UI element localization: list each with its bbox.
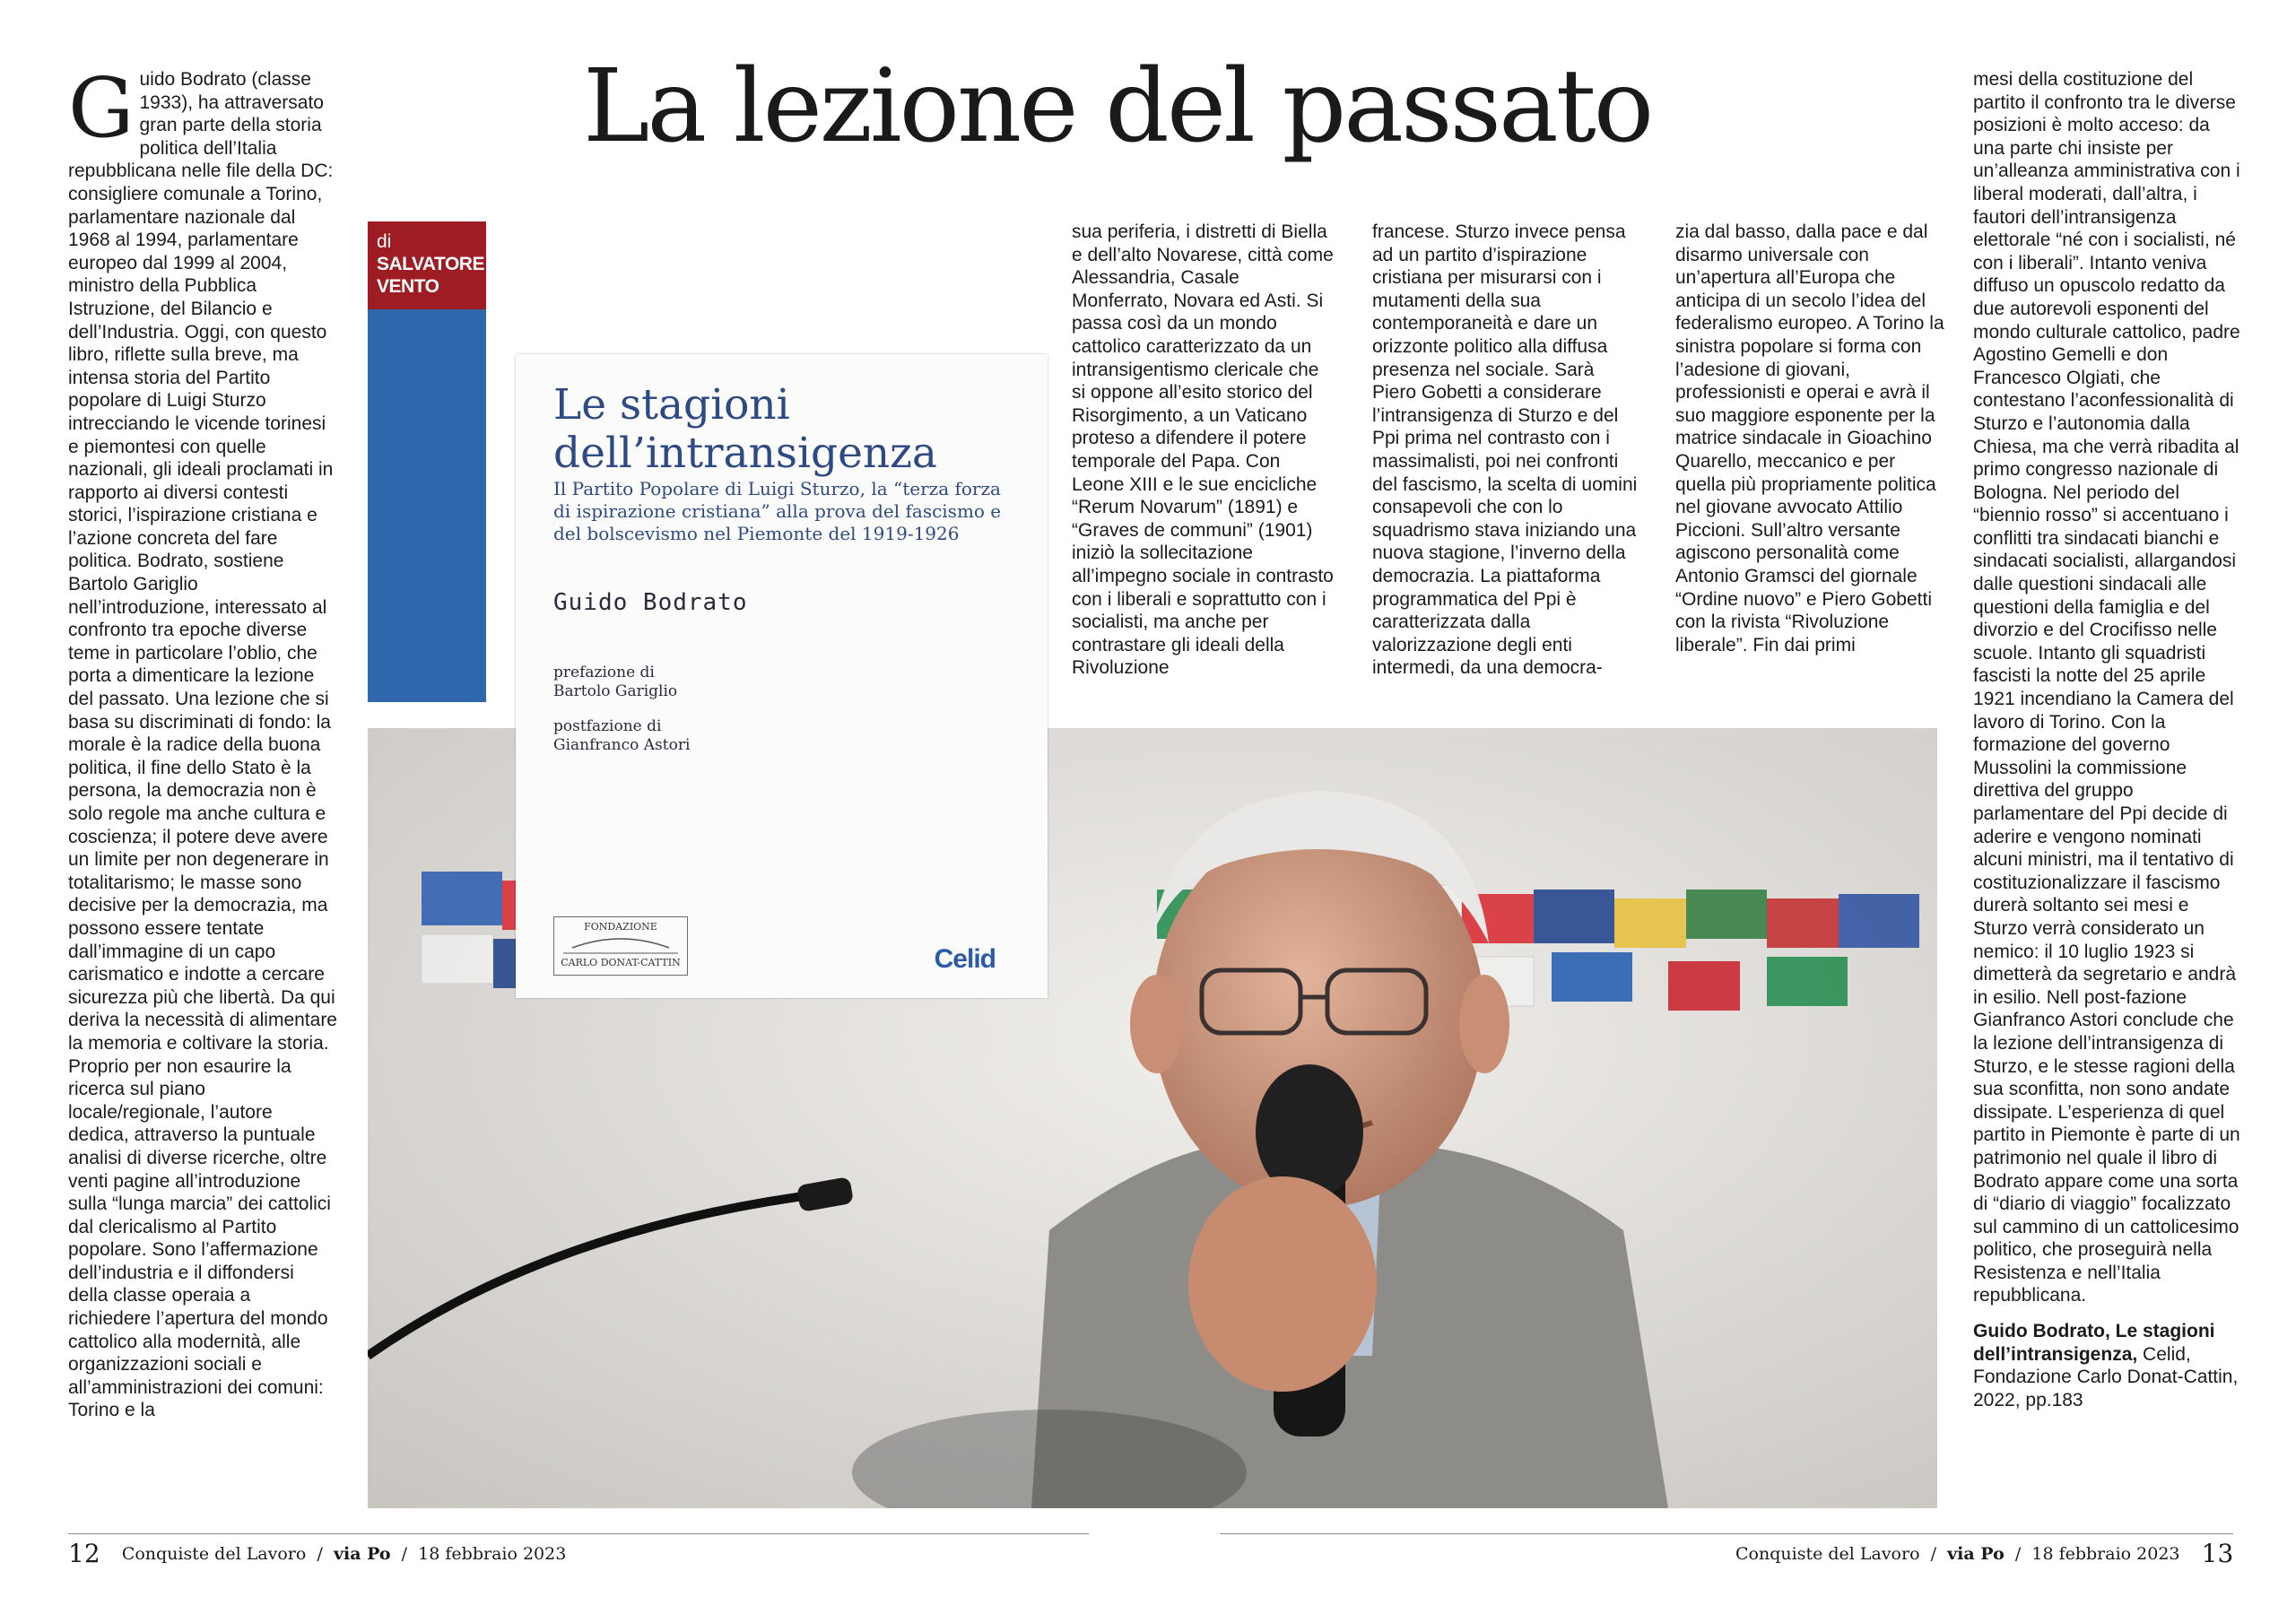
publisher-logo: Celid (934, 944, 996, 974)
byline-color-bar (368, 309, 486, 702)
column-1-text: uido Bodrato (classe 1933), ha attraversato gran parte della storia politica dell’Italia repubblicana nelle file della DC: consigliere comunale a Torino, parlamentare nazionale dal 1968 al 1994, parlamentare europeo dal 1999 al 2004, ministro della Pubblica Istruzione, del Bilancio e dell’Industria. Oggi, con questo libro, riflette sulla breve, ma intensa storia del Partito popolare di Luigi Sturzo intrecciando le vicende torinesi e piemontesi con quelle nazionali, gli ideali proclamati in rapporto ai diversi contesti storici, l’ispirazione cristiana e l’azione concreta del fare politica. Bodrato, sostiene Bartolo Gariglio nell’introduzione, interessato al confronto tra epoche diverse teme in particolare l’oblio, che porta a dimenticare la lezione del passato. Una lezione che si basa su discriminati di fondo: la morale è la radice della buona politica, il fine dello Stato è la persona, la democrazia non è solo regole ma anche cultura e coscienza; il potere deve avere un limite per non degenerare in totalitarismo; le masse sono decisive per la democrazia, ma possono essere tentate dall’immagine di un capo carismatico e indotte a cercare sicurezza più che libertà. Da qui deriva la necessità di alimentare la memoria e coltivare la storia. Proprio per non esaurire la ricerca sul piano locale/regionale, l’autore dedica, attraverso la puntuale analisi di diverse ricerche, oltre venti pagine all’introduzione sulla “lunga marcia” dei cattolici dal clericalismo al Partito popolare. Sono l’affermazione dell’industria e il diffondersi della classe operaia a richiedere l’apertura del mondo cattolico alla modernità, alle organizzazioni sociali e all’amministrazioni dei comuni: Torino e la (68, 69, 337, 1421)
publication-name-right: Conquiste del Lavoro (1735, 1544, 1920, 1564)
headline: La lezione del passato (583, 48, 1652, 165)
book-preface-name: Bartolo Gariglio (553, 682, 678, 700)
issue-date-left: 18 febbraio 2023 (418, 1544, 567, 1564)
drop-cap: G (68, 60, 135, 156)
footer-sep-right-2: / (2014, 1544, 2022, 1564)
footer-sep-left-2: / (401, 1544, 408, 1564)
footer-rule-left (68, 1533, 1089, 1534)
footer-sep-left-1: / (317, 1544, 323, 1564)
footer-rule-right (1220, 1533, 2233, 1534)
issue-date-right: 18 febbraio 2023 (2031, 1544, 2180, 1564)
article-column-2: sua periferia, i distretti di Biella e dell’alto Novarese, città come Alessandria, Casale Monferrato, Novara ed Asti. Si passa così da un mondo cattolico caratterizzato da un intransigentismo clericale che si oppone all’esito storico del Risorgimento, a un Vaticano proteso a difendere il potere temporale del Papa. Con Leone XIII e le sue encicliche “Rerum Novarum” (1891) e “Graves de communi” (1901) iniziò la sollecitazione all’impegno sociale in contrasto con i liberali e soprattutto con i socialisti, ma anche per contrastare gli ideali della Rivoluzione (1072, 221, 1334, 679)
page-number-left: 12 (68, 1539, 100, 1568)
article-column-1 (68, 60, 337, 1422)
footer-left (68, 1539, 566, 1568)
bibliographic-note (1973, 1320, 2242, 1411)
foundation-logo-line-2: CARLO DONAT-CATTIN (561, 957, 681, 968)
footer-right (1735, 1539, 2233, 1568)
book-cover-subtitle: Il Partito Popolare di Luigi Sturzo, la “terza forza di ispirazione cristiana” alla prova del fascismo e del bolscevismo nel Piemonte del 1919-1926 (553, 478, 1002, 544)
biblio-details: Celid, Fondazione Carlo Donat-Cattin, 2022, pp.183 (1973, 1343, 2239, 1410)
book-postface-label: postfazione di (553, 717, 662, 735)
footer-sep-right-1: / (1930, 1544, 1937, 1564)
byline-author: SALVATORE VENTO (377, 254, 484, 297)
publication-name-left: Conquiste del Lavoro (121, 1544, 307, 1564)
page-number-right: 13 (2201, 1539, 2234, 1568)
byline-prefix: di (377, 231, 392, 252)
book-title-line-1: Le stagioni (553, 380, 790, 430)
article-column-5 (1973, 68, 2242, 1411)
byline-box (368, 221, 486, 309)
foundation-logo (553, 916, 688, 976)
book-title-line-2: dell’intransigenza (553, 429, 937, 478)
column-5-text: mesi della costituzione del partito il confronto tra le diverse posizioni è molto acceso: da una parte chi insiste per un’alleanza amministrativa con i liberal moderati, dall’altra, i fautori dell’intransigenza elettorale “né con i socialisti, né con i liberali”. Intanto veniva diffuso un opuscolo redatto da due autorevoli esponenti del mondo culturale cattolico, padre Agostino Gemelli e don Francesco Olgiati, che contestano l’aconfessionalità di Sturzo e l’autonomia dalla Chiesa, ma che verrà ribadita al primo congresso nazionale di Bologna. Nel periodo del “biennio rosso” si accentuano i conflitti tra sindacati bianchi e sindacati socialisti, allargandosi dalle questioni sindacali alle questioni della famiglia e del divorzio e del Crocifisso nelle scuole. Intanto gli squadristi fascisti la notte del 25 aprile 1921 incendiano la Camera del lavoro di Torino. Con la formazione del governo Mussolini la commissione direttiva del gruppo parlamentare del Ppi decide di aderire e vengono nominati alcuni ministri, ma il tentativo di costituzionalizzare il fascismo durerà soltanto sei mesi e Sturzo verrà considerato un nemico: il 10 luglio 1923 si dimetterà da segretario e andrà in esilio. Nell post-fazione Gianfranco Astori conclude che la lezione dell’intransigenza di Sturzo, e le stesse ragioni della sua sconfitta, non sono andate dissipate. L’esperienza di quel partito in Piemonte è parte di un patrimonio nel quale il libro di Bodrato appare come una sorta di “diario di viaggio” focalizzato sul cammino di un cattolicesimo politico, che proseguirà nella Resistenza e nell’Italia repubblicana. (1973, 69, 2240, 1306)
article-column-4: zia dal basso, dalla pace e dal disarmo universale con un’apertura all’Europa che anticipa di un secolo l’idea del federalismo europeo. A Torino la sinistra popolare si forma con l’adesione di giovani, professionisti e operai e avrà il suo maggiore esponente per la matrice sindacale in Gioachino Quarello, meccanico e per quella più propriamente politica nel giovane avvocato Attilio Piccioni. Sull’altro versante agiscono personalità come Antonio Gramsci del giornale “Ordine nuovo” e Piero Gobetti con la rivista “Rivoluzione liberale”. Fin dai primi (1675, 221, 1944, 655)
section-name-right: via Po (1947, 1544, 2005, 1564)
book-postface-name: Gianfranco Astori (553, 736, 691, 754)
article-column-3: francese. Sturzo invece pensa ad un partito d’ispirazione cristiana per misurarsi con i mutamenti della sua contemporaneità e dare un orizzonte politico alla diffusa presenza nel sociale. Sarà Piero Gobetti a considerare l’intransigenza di Sturzo e del Ppi prima nel contrasto con i massimalisti, poi nei confronti del fascismo, la scelta di uomini consapevoli che con lo squadrismo stava iniziando una nuova stagione, l’inverno della democrazia. La piattaforma programmatica del Ppi è caratterizzata dalla valorizzazione degli enti intermedi, da una democra- (1372, 221, 1638, 679)
book-cover-author: Guido Bodrato (553, 589, 748, 616)
section-name-left: via Po (333, 1544, 391, 1564)
foundation-logo-line-1: FONDAZIONE (584, 921, 657, 933)
biblio-title: Guido Bodrato, Le stagioni dell’intransigenza, (1973, 1321, 2215, 1365)
book-cover-title (553, 381, 937, 478)
book-preface-label: prefazione di (553, 664, 655, 681)
book-cover (516, 354, 1048, 998)
